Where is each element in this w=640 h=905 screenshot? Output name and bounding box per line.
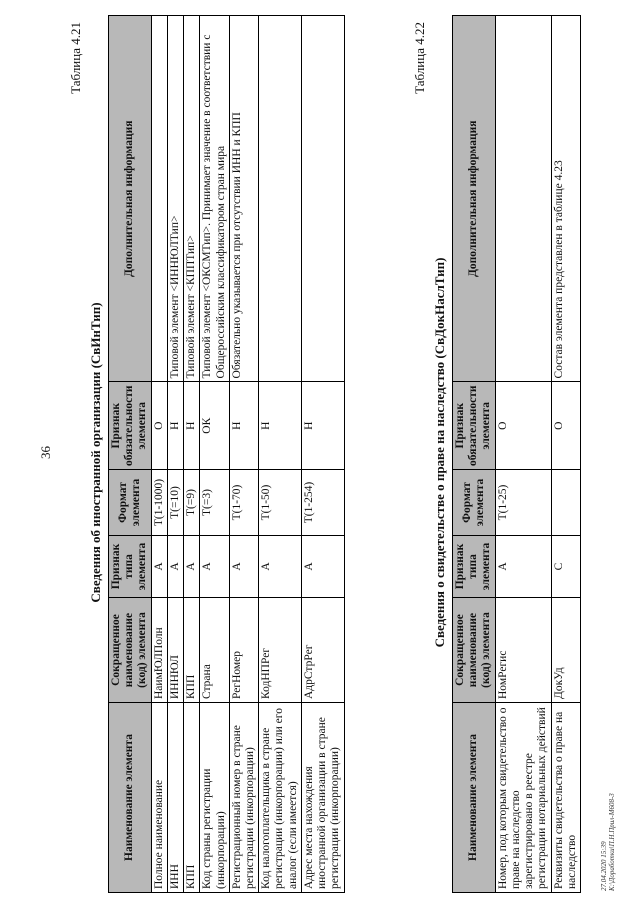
- page-number: 36: [38, 446, 53, 459]
- table1-title: Сведения об иностранной организации (СвИнТип): [88, 302, 103, 603]
- table1-header-cell: Дополнительная информация: [109, 16, 152, 382]
- table-cell: А: [229, 536, 258, 598]
- table-cell: ДокУд: [551, 598, 580, 703]
- table-row: [184, 16, 200, 893]
- table-cell: Полное наименование: [151, 703, 167, 893]
- table-cell: ИННЮЛ: [167, 598, 183, 703]
- table-cell: [259, 16, 302, 382]
- table-cell: Страна: [200, 598, 229, 703]
- table1-caption: Таблица 4.21: [68, 22, 83, 94]
- table-cell: А: [167, 536, 183, 598]
- table2: [452, 15, 581, 893]
- table-row: [200, 16, 229, 893]
- table-cell: НомРегис: [495, 598, 551, 703]
- table-cell: Адрес места нахождения иностранной организации в стране регистрации (инкорпорации): [301, 703, 344, 893]
- table-cell: С: [551, 536, 580, 598]
- table1-header: [109, 16, 152, 893]
- table-cell: О: [551, 382, 580, 470]
- table-row: [259, 16, 302, 893]
- table2-header-cell: Наименование элемента: [453, 703, 496, 893]
- table-cell: Н: [301, 382, 344, 470]
- table2-header-cell: Сокращенное наименование (код) элемента: [453, 598, 496, 703]
- table-cell: О: [151, 382, 167, 470]
- table-cell: Код налогоплательщика в стране регистрации (инкорпорации) или его аналог (если имеется): [259, 703, 302, 893]
- table-cell: Н: [184, 382, 200, 470]
- table-cell: Типовой элемент <КППТип>: [184, 16, 200, 382]
- table-cell: T(1-25): [495, 470, 551, 536]
- table-cell: НаимЮЛПолн: [151, 598, 167, 703]
- table-cell: КодНПРег: [259, 598, 302, 703]
- table-cell: Типовой элемент <ИННЮЛТип>: [167, 16, 183, 382]
- table-cell: РегНомер: [229, 598, 258, 703]
- table-cell: Номер, под которым свидетельство о праве на наследство зарегистрировано в реестре регистрации нотариальных действий: [495, 703, 551, 893]
- table-cell: T(=9): [184, 470, 200, 536]
- table-cell: T(1-70): [229, 470, 258, 536]
- table-cell: Н: [167, 382, 183, 470]
- table2-caption: Таблица 4.22: [412, 22, 427, 94]
- table-cell: Обязательно указывается при отсутствии ИНН и КПП: [229, 16, 258, 382]
- table-cell: Типовой элемент <ОКСМТип>. Принимает значение в соответствии с Общероссийским классификатором стран мира: [200, 16, 229, 382]
- table-cell: Реквизиты свидетельства о праве на наследство: [551, 703, 580, 893]
- table2-header: [453, 16, 496, 893]
- table-cell: ОК: [200, 382, 229, 470]
- table2-header-cell: Признак типа элемента: [453, 536, 496, 598]
- table-cell: Код страны регистрации (инкорпорации): [200, 703, 229, 893]
- table-cell: А: [151, 536, 167, 598]
- table1-header-cell: Наименование элемента: [109, 703, 152, 893]
- table-cell: Состав элемента представлен в таблице 4.23: [551, 16, 580, 382]
- table-cell: [301, 16, 344, 382]
- table1-body: [151, 16, 344, 893]
- table2-header-cell: Формат элемента: [453, 470, 496, 536]
- table2-body: [495, 16, 580, 893]
- table-cell: А: [301, 536, 344, 598]
- table-cell: А: [184, 536, 200, 598]
- table-cell: А: [200, 536, 229, 598]
- table-row: [495, 16, 551, 893]
- table-cell: T(1-50): [259, 470, 302, 536]
- table-cell: А: [259, 536, 302, 598]
- table-cell: T(=10): [167, 470, 183, 536]
- table-cell: [495, 16, 551, 382]
- table-cell: КПП: [184, 598, 200, 703]
- table1-header-cell: Признак типа элемента: [109, 536, 152, 598]
- table-cell: [151, 16, 167, 382]
- table1: [108, 15, 345, 893]
- footer-stamp: [600, 793, 617, 891]
- table-cell: Н: [229, 382, 258, 470]
- table-cell: О: [495, 382, 551, 470]
- table-cell: КПП: [184, 703, 200, 893]
- table-row: [551, 16, 580, 893]
- table-cell: АдрСтрРег: [301, 598, 344, 703]
- table-cell: T(1-254): [301, 470, 344, 536]
- table-cell: Регистрационный номер в стране регистрации (инкорпорации): [229, 703, 258, 893]
- table-cell: А: [495, 536, 551, 598]
- table2-header-cell: Признак обязательности элемента: [453, 382, 496, 470]
- table-cell: ИНН: [167, 703, 183, 893]
- table-cell: T(1-1000): [151, 470, 167, 536]
- table-cell: [551, 470, 580, 536]
- footer-path: К:\Доработки\П.Н.Прил-М608-3: [608, 793, 617, 891]
- table1-header-cell: Формат элемента: [109, 470, 152, 536]
- table2-header-cell: Дополнительная информация: [453, 16, 496, 382]
- footer-date: 27.04.2020 15:39: [600, 841, 608, 891]
- table2-title: Сведения о свидетельстве о праве на наследство (СвДокНаслТип): [432, 257, 447, 648]
- table-cell: Н: [259, 382, 302, 470]
- table-row: [301, 16, 344, 893]
- table-cell: T(=3): [200, 470, 229, 536]
- table1-header-cell: Признак обязательности элемента: [109, 382, 152, 470]
- table-row: [151, 16, 167, 893]
- table-row: [167, 16, 183, 893]
- table1-header-cell: Сокращенное наименование (код) элемента: [109, 598, 152, 703]
- table-row: [229, 16, 258, 893]
